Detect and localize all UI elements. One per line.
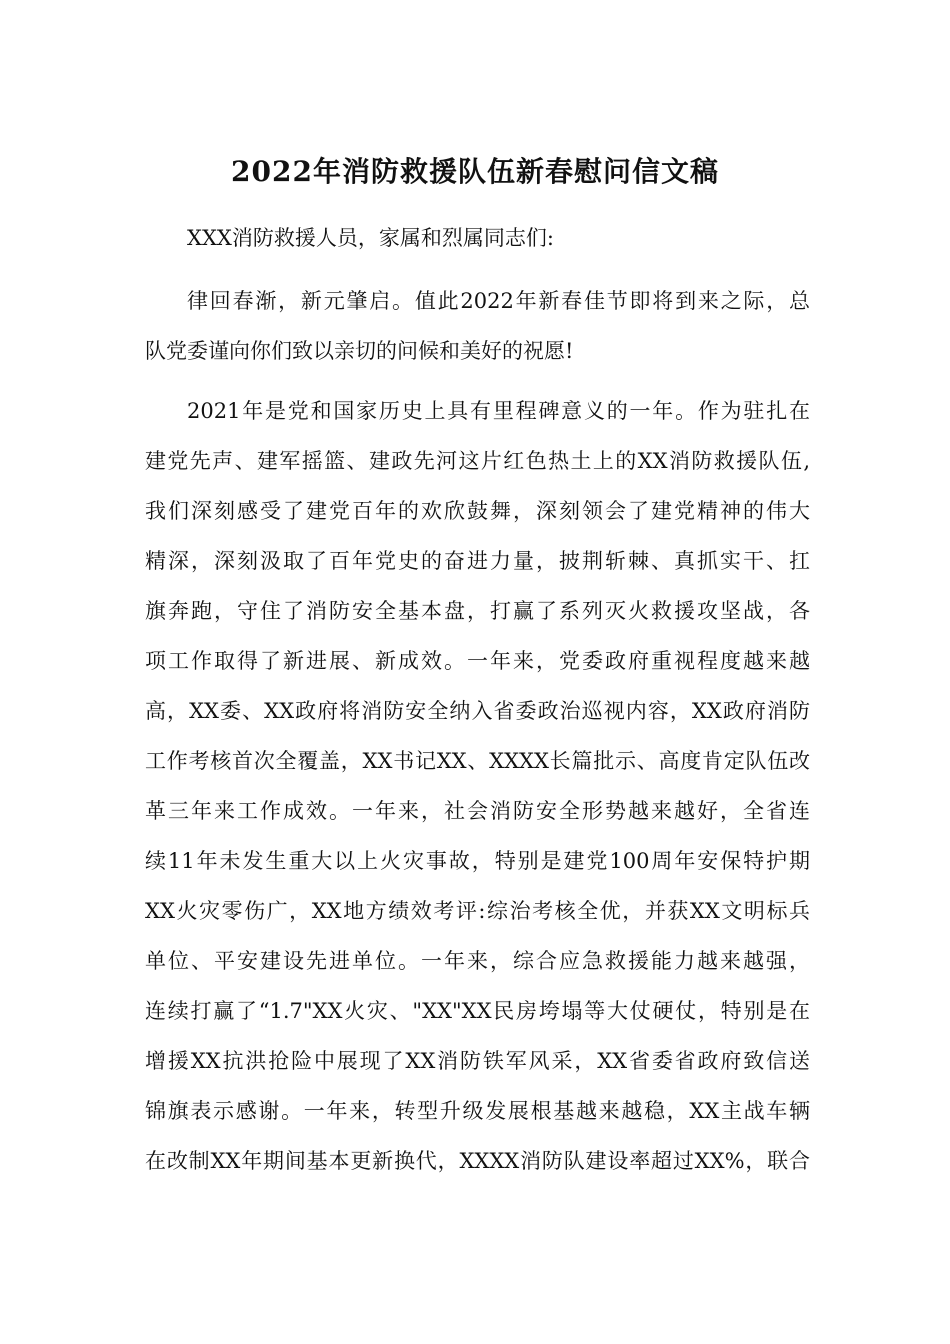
paragraph-2-line: XX火灾零伤广，XX地方绩效考评:综治考核全优，并获XX文明标兵 — [145, 899, 810, 923]
paragraph-2-line: 在改制XX年期间基本更新换代，XXXX消防队建设率超过XX%，联合 — [145, 1149, 810, 1173]
page-title: 2022年消防救援队伍新春慰问信文稿 — [231, 155, 719, 188]
paragraph-2-line: 增援XX抗洪抢险中展现了XX消防铁军风采，XX省委省政府致信送 — [145, 1049, 810, 1073]
paragraph-2-line: 2021年是党和国家历史上具有里程碑意义的一年。作为驻扎在 — [187, 399, 810, 423]
paragraph-2-line: 项工作取得了新进展、新成效。一年来，党委政府重视程度越来越 — [145, 649, 810, 673]
paragraph-2-line: 旗奔跑，守住了消防安全基本盘，打赢了系列灭火救援攻坚战，各 — [145, 599, 810, 623]
salutation: XXX消防救援人员，家属和烈属同志们: — [187, 226, 554, 250]
paragraph-2-line: 高，XX委、XX政府将消防安全纳入省委政治巡视内容，XX政府消防 — [145, 699, 810, 723]
paragraph-2-line: 我们深刻感受了建党百年的欢欣鼓舞，深刻领会了建党精神的伟大 — [145, 499, 810, 523]
paragraph-1-line: 律回春渐，新元肇启。值此2022年新春佳节即将到来之际，总 — [187, 289, 810, 313]
paragraph-2-line: 革三年来工作成效。一年来，社会消防安全形势越来越好，全省连 — [145, 799, 810, 823]
paragraph-2-line: 连续打赢了“1.7"XX火灾、"XX"XX民房垮塌等大仗硬仗，特别是在 — [145, 999, 810, 1023]
paragraph-2-line: 建党先声、建军摇篮、建政先河这片红色热土上的XX消防救援队伍, — [145, 449, 810, 473]
paragraph-2-line: 精深，深刻汲取了百年党史的奋进力量，披荆斩棘、真抓实干、扛 — [145, 549, 810, 573]
paragraph-2-line: 锦旗表示感谢。一年来，转型升级发展根基越来越稳，XX主战车辆 — [145, 1099, 810, 1123]
paragraph-2-line: 工作考核首次全覆盖，XX书记XX、XXXX长篇批示、高度肯定队伍改 — [145, 749, 810, 773]
paragraph-1-line: 队党委谨向你们致以亲切的问候和美好的祝愿! — [145, 339, 574, 363]
paragraph-2-line: 续11年未发生重大以上火灾事故，特别是建党100周年安保特护期 — [145, 849, 810, 873]
paragraph-2-line: 单位、平安建设先进单位。一年来，综合应急救援能力越来越强， — [145, 949, 810, 973]
